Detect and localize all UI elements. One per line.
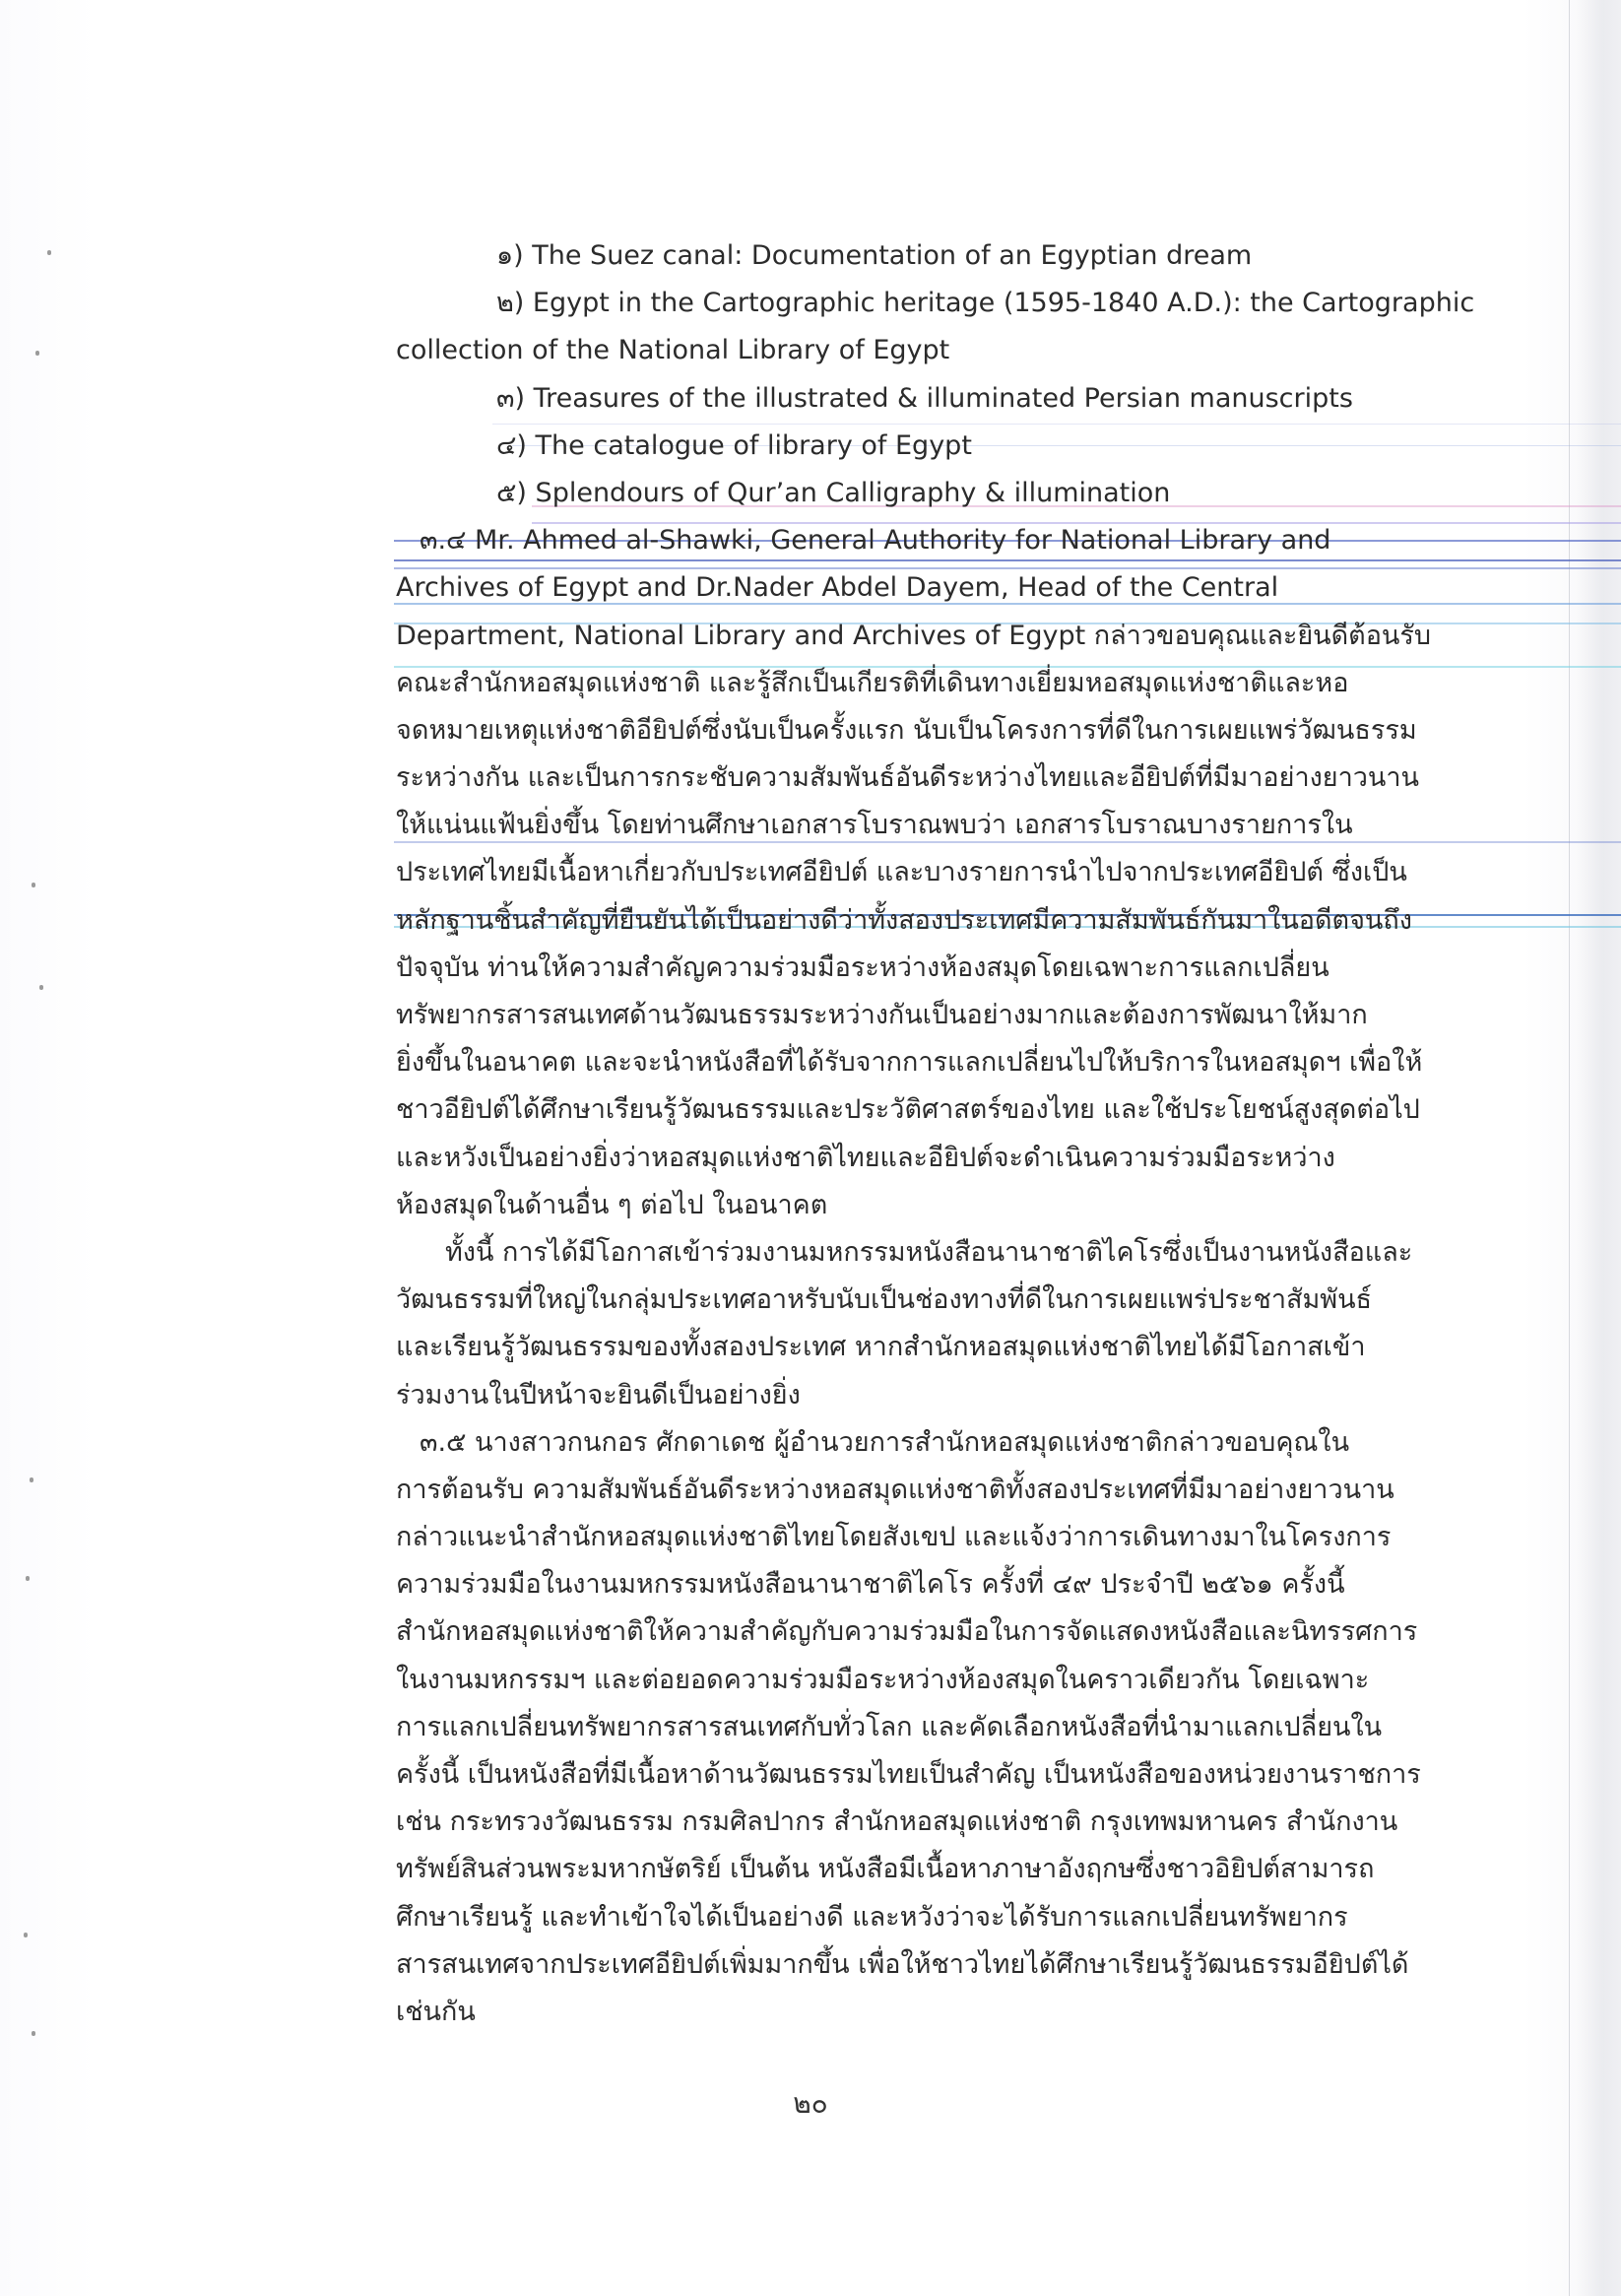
section-3-4-line: ประเทศไทยมีเนื้อหาเกี่ยวกับประเทศอียิปต์ และบางรายการนำไปจากประเทศอียิปต์ ซึ่งเป็น <box>396 857 1407 888</box>
page-edge-line <box>1569 0 1570 2296</box>
paragraph-2-line: ทั้งนี้ การได้มีโอกาสเข้าร่วมงานมหกรรมหนังสือนานาชาติไคโรซึ่งเป็นงานหนังสือและ <box>445 1236 1413 1268</box>
section-3-5-line: ศึกษาเรียนรู้ และทำเข้าใจได้เป็นอย่างดี และหวังว่าจะได้รับการแลกเปลี่ยนทรัพยากร <box>396 1901 1348 1933</box>
scan-speck <box>26 1576 30 1581</box>
section-3-5-line: ในงานมหกรรมฯ และต่อยอดความร่วมมือระหว่างห้องสมุดในคราวเดียวกัน โดยเฉพาะ <box>396 1664 1370 1695</box>
section-3-4-line: ทรัพยากรสารสนเทศด้านวัฒนธรรมระหว่างกันเป็นอย่างมากและต้องการพัฒนาให้มาก <box>396 1000 1368 1030</box>
section-3-5-line: ๓.๕ นางสาวกนกอร ศักดาเดช ผู้อำนวยการสำนักหอสมุดแห่งชาติกล่าวขอบคุณใน <box>420 1426 1350 1458</box>
section-3-4-line: และหวังเป็นอย่างยิ่งว่าหอสมุดแห่งชาติไทยและอียิปต์จะดำเนินความร่วมมือระหว่าง <box>396 1142 1335 1173</box>
section-3-4-line: ยิ่งขึ้นในอนาคต และจะนำหนังสือที่ได้รับจากการแลกเปลี่ยนไปให้บริการในหอสมุดฯ เพื่อให้ <box>396 1047 1423 1079</box>
section-3-4-line: ให้แน่นแฟ้นยิ่งขึ้น โดยท่านศึกษาเอกสารโบราณพบว่า เอกสารโบราณบางรายการใน <box>396 810 1353 841</box>
scan-speck <box>32 2031 35 2036</box>
document-body <box>396 232 1475 2036</box>
section-3-4-line: Archives of Egypt and Dr.Nader Abdel Dayem, Head of the Central <box>396 572 1279 604</box>
section-3-5-line: ทรัพย์สินส่วนพระมหากษัตริย์ เป็นต้น หนังสือมีเนื้อหาภาษาอังฤกษซึ่งชาวอิยิปต์สามารถ <box>396 1854 1375 1885</box>
section-3-5-line: กล่าวแนะนำสำนักหอสมุดแห่งชาติไทยโดยสังเขป และแจ้งว่าการเดินทางมาในโครงการ <box>396 1522 1392 1553</box>
scan-speck <box>39 985 43 990</box>
section-3-4-line: ห้องสมุดในด้านอื่น ๆ ต่อไป ในอนาคต <box>396 1189 828 1220</box>
section-3-4-line: หลักฐานชิ้นสำคัญที่ยืนยันได้เป็นอย่างดีว่าทั้งสองประเทศมีความสัมพันธ์กันมาในอดีตจนถึง <box>396 904 1412 936</box>
section-3-5-line: การแลกเปลี่ยนทรัพยากรสารสนเทศกับทั่วโลก และคัดเลือกหนังสือที่นำมาแลกเปลี่ยนใน <box>396 1711 1383 1742</box>
section-3-5-line: ครั้งนี้ เป็นหนังสือที่มีเนื้อหาด้านวัฒนธรรมไทยเป็นสำคัญ เป็นหนังสือของหน่วยงานราชการ <box>396 1759 1421 1790</box>
list-item-continuation: collection of the National Library of Egypt <box>396 335 950 366</box>
page-number: ๒๐ <box>793 2087 828 2120</box>
page-edge-shadow <box>1576 0 1621 2296</box>
paragraph-2-line: ร่วมงานในปีหน้าจะยินดีเป็นอย่างยิ่ง <box>396 1379 801 1410</box>
section-3-5-line: การต้อนรับ ความสัมพันธ์อันดีระหว่างหอสมุดแห่งชาติทั้งสองประเทศที่มีมาอย่างยาวนาน <box>396 1474 1394 1505</box>
scan-speck <box>47 250 51 255</box>
section-3-5-line: เช่นกัน <box>396 1996 476 2027</box>
list-item: ๓) Treasures of the illustrated & illuminated Persian manuscripts <box>496 382 1353 414</box>
list-item: ๑) The Suez canal: Documentation of an Egyptian dream <box>496 240 1253 271</box>
section-3-4-line: ปัจจุบัน ท่านให้ความสำคัญความร่วมมือระหว่างห้องสมุดโดยเฉพาะการแลกเปลี่ยน <box>396 951 1329 983</box>
section-3-4-line: จดหมายเหตุแห่งชาติอียิปต์ซึ่งนับเป็นครั้งแรก นับเป็นโครงการที่ดีในการเผยแพร่วัฒนธรรม <box>396 714 1417 746</box>
paragraph-2-line: วัฒนธรรมที่ใหญ่ในกลุ่มประเทศอาหรับนับเป็นช่องทางที่ดีในการเผยแพร่ประชาสัมพันธ์ <box>396 1284 1373 1316</box>
scan-speck <box>30 1477 33 1482</box>
scan-speck <box>35 351 39 356</box>
list-item: ๒) Egypt in the Cartographic heritage (1595-1840 A.D.): the Cartographic <box>496 288 1475 319</box>
paragraph-2-line: และเรียนรู้วัฒนธรรมของทั้งสองประเทศ หากสำนักหอสมุดแห่งชาติไทยได้มีโอกาสเข้า <box>396 1332 1366 1363</box>
list-item: ๔) The catalogue of library of Egypt <box>496 429 972 461</box>
section-3-4-line: Department, National Library and Archives of Egypt กล่าวขอบคุณและยินดีต้อนรับ <box>396 620 1432 651</box>
section-3-5-line: เช่น กระทรวงวัฒนธรรม กรมศิลปากร สำนักหอสมุดแห่งชาติ กรุงเทพมหานคร สำนักงาน <box>396 1806 1398 1838</box>
section-3-5-line: ความร่วมมือในงานมหกรรมหนังสือนานาชาติไคโร ครั้งที่ ๔๙ ประจำปี ๒๕๖๑ ครั้งนี้ <box>396 1569 1345 1601</box>
list-item: ๕) Splendours of Qur’an Calligraphy & illumination <box>496 477 1171 508</box>
section-3-4-line: ระหว่างกัน และเป็นการกระชับความสัมพันธ์อันดีระหว่างไทยและอียิปต์ที่มีมาอย่างยาวนาน <box>396 762 1420 794</box>
scan-speck <box>24 1933 28 1937</box>
section-3-4-line: ๓.๔ Mr. Ahmed al-Shawki, General Authority for National Library and <box>420 525 1331 557</box>
section-3-5-line: สำนักหอสมุดแห่งชาติให้ความสำคัญกับความร่วมมือในการจัดแสดงหนังสือและนิทรรศการ <box>396 1616 1418 1648</box>
section-3-5-line: สารสนเทศจากประเทศอียิปต์เพิ่มมากขึ้น เพื่อให้ชาวไทยได้ศึกษาเรียนรู้วัฒนธรรมอียิปต์ได้ <box>396 1948 1409 1980</box>
section-3-4-line: คณะสำนักหอสมุดแห่งชาติ และรู้สึกเป็นเกียรติที่เดินทางเยี่ยมหอสมุดแห่งชาติและหอ <box>396 667 1349 698</box>
section-3-4-line: ชาวอียิปต์ได้ศึกษาเรียนรู้วัฒนธรรมและประวัติศาสตร์ของไทย และใช้ประโยชน์สูงสุดต่อไป <box>396 1094 1420 1126</box>
scan-speck <box>32 883 35 887</box>
